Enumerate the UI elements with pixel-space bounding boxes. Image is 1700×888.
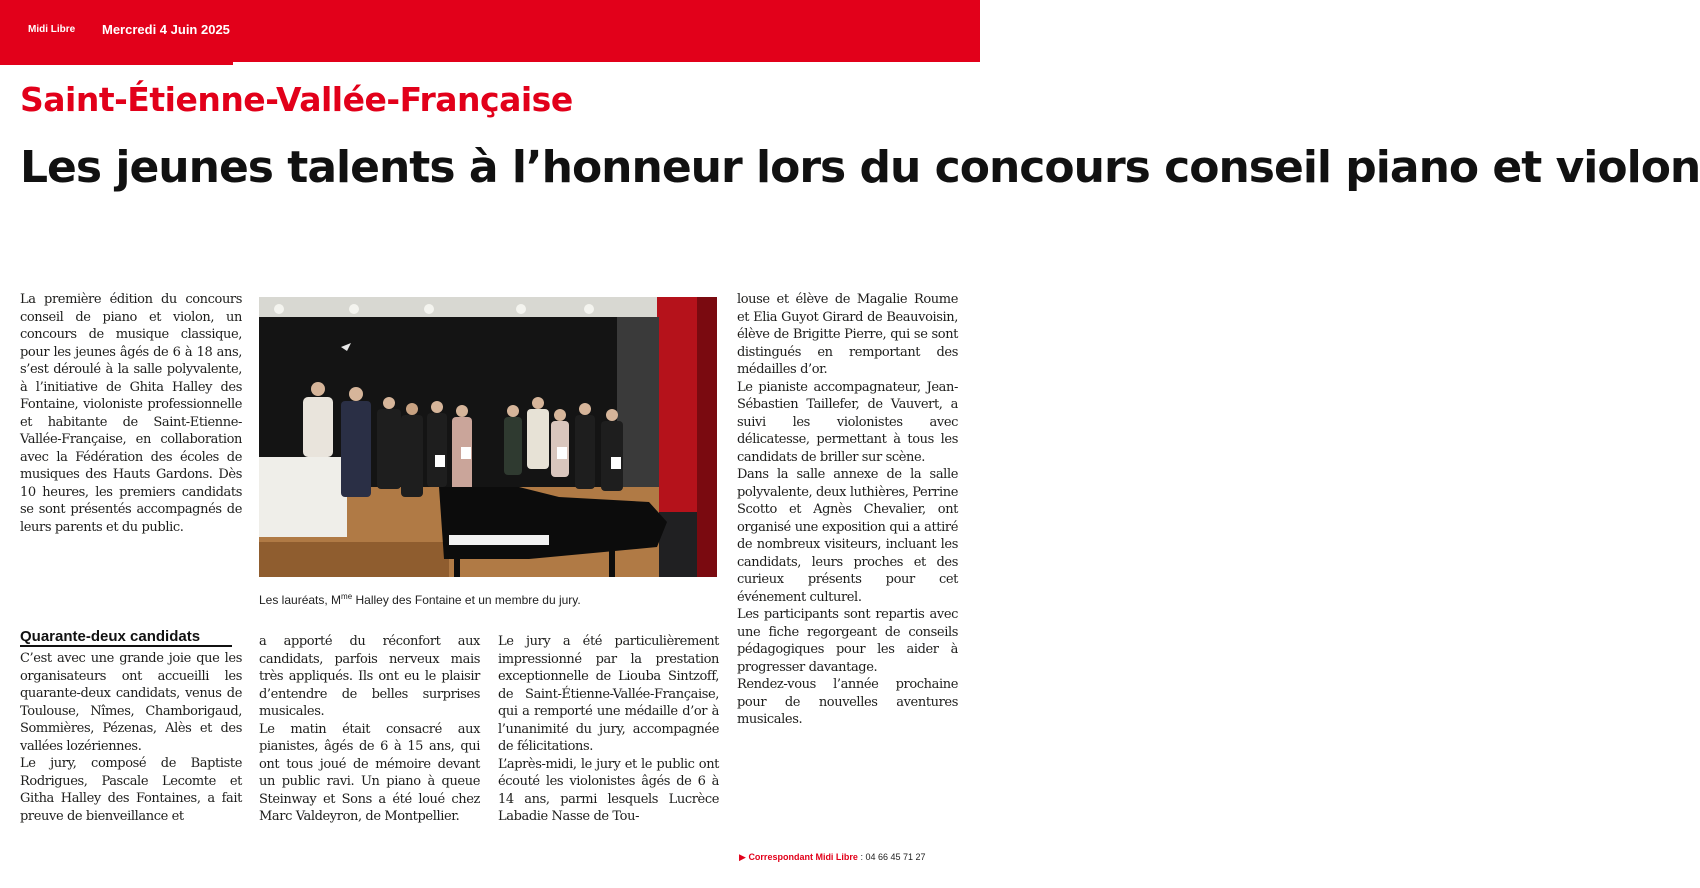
article-kicker: Saint-Étienne-Vallée-Française xyxy=(20,80,573,119)
byline-arrow-icon: ▶ xyxy=(739,852,746,862)
byline xyxy=(739,852,926,863)
column-4 xyxy=(737,291,958,729)
paragraph: louse et élève de Magalie Roume et Elia Guyot Girard de Beauvoisin, élève de Brigitte Pierre, qui se sont distingués en remportant des médailles d’or. xyxy=(737,292,958,377)
column-1 xyxy=(20,650,242,825)
paragraph: C’est avec une grande joie que les organisateurs ont accueilli les quarante-deux candidats, venus de Toulouse, Nîmes, Chamborigaud, Sommières, Pézenas, Alès et des vallées lozériennes. xyxy=(20,651,242,754)
section-subhead: Quarante-deux candidats xyxy=(20,628,201,645)
byline-phone: : 04 66 45 71 27 xyxy=(857,852,926,862)
intro-column xyxy=(20,291,242,536)
header-rule xyxy=(0,62,233,65)
issue-date: Mercredi 4 Juin 2025 xyxy=(102,22,230,37)
paragraph: Le jury a été particulièrement impressionné par la prestation exceptionnelle de Liouba Sintzoff, de Saint-Étienne-Vallée-Française, qui a remporté une médaille d’or à l’unanimité du jury, accompagnée de félicitations. xyxy=(498,634,719,754)
byline-author: Correspondant Midi Libre xyxy=(748,852,858,862)
paragraph: L’après-midi, le jury et le public ont écouté les violonistes âgés de 6 à 14 ans, parmi lesquels Lucrèce Labadie Nasse de Tou- xyxy=(498,756,719,824)
paragraph: Le matin était consacré aux pianistes, âgés de 6 à 15 ans, qui ont tous joué de mémoire devant un public ravi. Un piano à queue Steinway et Sons a été loué chez Marc Valdeyron, de Montpellier. xyxy=(259,721,480,824)
photo-caption xyxy=(259,592,581,607)
subhead-underline xyxy=(20,645,232,647)
paragraph: Le pianiste accompagnateur, Jean-Sébastien Taillefer, de Vauvert, a suivi les violonistes avec délicatesse, permettant à tous les candidats de briller sur scène. xyxy=(737,379,958,465)
caption-superscript: me xyxy=(341,592,353,601)
caption-text-end: Halley des Fontaine et un membre du jury. xyxy=(352,593,581,607)
column-2 xyxy=(259,633,480,826)
intro-paragraph: La première édition du concours conseil de piano et violon, un concours de musique classique, pour les jeunes âgés de 6 à 18 ans, s’est déroulé à la salle polyvalente, à l’initiative de Ghita Halley des Fontaine, violoniste professionnelle et habitante de Saint-Etienne-Vallée-Française, en collaboration avec la Fédération des écoles de musiques des Hauts Gardons. Dès 10 heures, les premiers candidats se sont présentés accompagnés de leurs parents et du public. xyxy=(20,292,242,535)
paragraph: Le jury, composé de Baptiste Rodrigues, Pascale Lecomte et Githa Halley des Fontaines, a fait preuve de bienveillance et xyxy=(20,756,242,824)
laureates-photo xyxy=(259,297,717,577)
paragraph: Dans la salle annexe de la salle polyvalente, deux luthières, Perrine Scotto et Agnès Chevalier, ont organisé une exposition qui a attiré de nombreux visiteurs, incluant les candidats, leurs proches et des curieux présents pour cet événement culturel. xyxy=(737,467,958,605)
masthead: Midi Libre xyxy=(28,24,76,35)
column-3 xyxy=(498,633,719,826)
paragraph: Rendez-vous l’année prochaine pour de nouvelles aventures musicales. xyxy=(737,677,958,727)
article-headline: Les jeunes talents à l’honneur lors du concours conseil piano et violon xyxy=(20,142,1700,193)
paragraph: a apporté du réconfort aux candidats, parfois nerveux mais très appliqués. Ils ont eu le plaisir d’entendre de belles surprises musicales. xyxy=(259,634,480,719)
caption-text-start: Les lauréats, M xyxy=(259,593,342,607)
paragraph: Les participants sont repartis avec une fiche regorgeant de conseils pédagogiques pour les aider à progresser davantage. xyxy=(737,607,958,675)
